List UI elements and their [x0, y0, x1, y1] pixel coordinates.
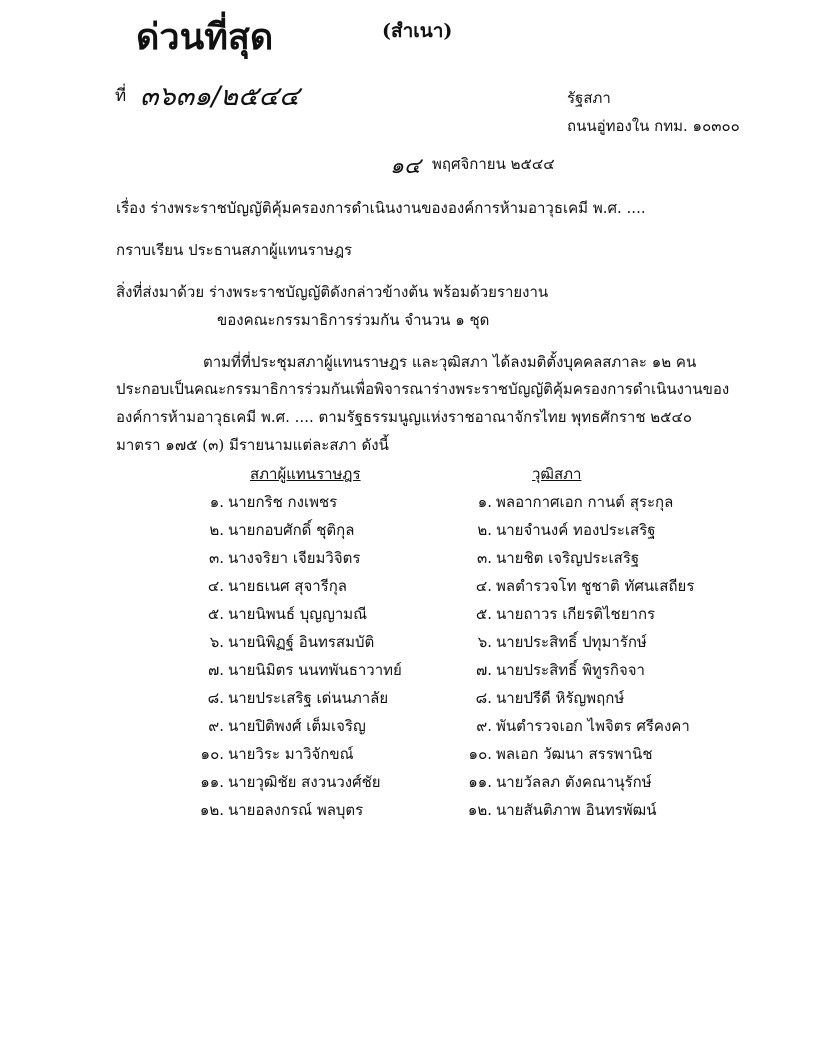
member-name: นายกริช กงเพชร [228, 493, 338, 511]
list-item [466, 658, 645, 682]
member-number: ๑๑. [200, 773, 224, 791]
member-number: ๖. [209, 633, 224, 651]
member-name: นายวุฒิชัย สงวนวงศ์ชัย [228, 773, 381, 791]
member-number: ๒. [209, 521, 224, 539]
date-day-handwritten: ๑๔ [390, 154, 421, 179]
list-item [198, 574, 347, 598]
list-item [198, 602, 367, 626]
list-item [466, 546, 639, 570]
member-name: นายนิพนธ์ บุญญามณี [228, 605, 368, 623]
subject-line: เรื่อง ร่างพระราชบัญญัติคุ้มครองการดำเนินงานขององค์การห้ามอาวุธเคมี พ.ศ. .... [116, 199, 646, 217]
member-name: นายนิพิฏฐ์ อินทรสมบัติ [228, 633, 375, 651]
member-name: นายสันติภาพ อินทรพัฒน์ [496, 801, 657, 819]
member-name: นายปรีดี หิรัญพฤกษ์ [496, 689, 625, 707]
list-item [466, 686, 624, 710]
member-number: ๖. [477, 633, 492, 651]
list-item [466, 798, 656, 822]
member-number: ๑. [477, 493, 492, 511]
body-line-1: ตามที่ที่ประชุมสภาผู้แทนราษฎร และวุฒิสภา ได้ลงมติตั้งบุคคลสภาละ ๑๒ คน [203, 353, 697, 371]
member-number: ๑๒. [467, 801, 492, 819]
body-line-4: มาตรา ๑๗๕ (๓) มีรายนามแต่ละสภา ดังนี้ [116, 436, 389, 454]
body-line-2: ประกอบเป็นคณะกรรมาธิการร่วมกันเพื่อพิจารณาร่างพระราชบัญญัติคุ้มครองการดำเนินงานของ [116, 380, 730, 398]
list-item [466, 574, 694, 598]
member-number: ๕. [475, 605, 492, 623]
member-name: นายประสิทธิ์ ปทุมารักษ์ [496, 633, 647, 651]
member-number: ๒. [477, 521, 492, 539]
member-name: นายจำนงค์ ทองประเสริฐ [496, 521, 656, 539]
enclosure-line-1: สิ่งที่ส่งมาด้วย ร่างพระราชบัญญัติดังกล่าวข้างต้น พร้อมด้วยรายงาน [116, 283, 549, 301]
house-column-heading: สภาผู้แทนราษฎร [250, 465, 361, 483]
member-number: ๑๒. [199, 801, 224, 819]
member-name: พันตำรวจเอก ไพจิตร ศรีคงคา [496, 717, 690, 735]
list-item [198, 490, 337, 514]
doc-number-label: ที่ [115, 86, 127, 106]
member-number: ๑. [209, 493, 224, 511]
member-number: ๙. [476, 717, 492, 735]
list-item [466, 602, 655, 626]
member-number: ๑๐. [468, 745, 492, 763]
member-name: นายปิติพงศ์ เต็มเจริญ [228, 717, 366, 735]
member-number: ๗. [207, 661, 224, 679]
member-number: ๑๑. [468, 773, 492, 791]
member-name: นายประเสริฐ เด่นนภาลัย [228, 689, 389, 707]
date-month-year: พฤศจิกายน ๒๕๔๔ [432, 155, 555, 173]
member-name: นายธเนศ สุจารีกุล [228, 577, 347, 595]
member-number: ๗. [475, 661, 492, 679]
member-name: นางจริยา เจียมวิจิตร [228, 549, 361, 567]
list-item [198, 630, 374, 654]
member-number: ๙. [208, 717, 224, 735]
member-name: นายกอบศักดิ์ ชุติกุล [228, 521, 355, 539]
list-item [198, 798, 363, 822]
member-name: นายถาวร เกียรติไชยากร [496, 605, 656, 623]
member-name: นายวัลลภ ตังคณานุรักษ์ [496, 773, 652, 791]
list-item [198, 714, 366, 738]
member-name: นายวิระ มาวิจักขณ์ [228, 745, 354, 763]
member-number: ๘. [475, 689, 492, 707]
member-number: ๕. [207, 605, 224, 623]
member-name: นายนิมิตร นนทพันธาวาทย์ [228, 661, 402, 679]
member-number: ๓. [476, 549, 492, 567]
member-number: ๔. [207, 577, 224, 595]
member-name: พลเอก วัฒนา สรรพานิช [496, 745, 653, 763]
list-item [466, 490, 673, 514]
enclosure-line-2: ของคณะกรรมาธิการร่วมกัน จำนวน ๑ ชุด [217, 311, 490, 329]
list-item [466, 770, 652, 794]
member-name: พลตำรวจโท ชูชาติ ทัศนเสถียร [496, 577, 695, 595]
list-item [198, 742, 354, 766]
member-name: นายประสิทธิ์ พิทูรกิจจา [496, 661, 645, 679]
senate-column-heading: วุฒิสภา [532, 465, 582, 483]
sender-org: รัฐสภา [567, 89, 611, 107]
greeting-line: กราบเรียน ประธานสภาผู้แทนราษฎร [116, 241, 353, 259]
member-name: นายชิต เจริญประเสริฐ [496, 549, 640, 567]
body-line-3: องค์การห้ามอาวุธเคมี พ.ศ. .... ตามรัฐธรรมนูญแห่งราชอาณาจักรไทย พุทธศักราช ๒๕๔๐ [116, 408, 693, 426]
copy-mark: (สำเนา) [382, 20, 453, 42]
doc-number-handwritten: ๓๖๓๑/๒๕๔๔ [140, 81, 300, 112]
list-item [198, 686, 388, 710]
urgent-stamp: ด่วนที่สุด [136, 16, 274, 58]
member-number: ๘. [207, 689, 224, 707]
list-item [198, 518, 354, 542]
member-number: ๔. [475, 577, 492, 595]
member-number: ๓. [208, 549, 224, 567]
list-item [466, 742, 653, 766]
member-name: พลอากาศเอก กานต์ สุระกุล [496, 493, 674, 511]
sender-address: ถนนอู่ทองใน กทม. ๑๐๓๐๐ [567, 117, 740, 135]
list-item [198, 658, 402, 682]
list-item [466, 518, 656, 542]
list-item [466, 630, 647, 654]
list-item [198, 546, 360, 570]
member-number: ๑๐. [200, 745, 224, 763]
list-item [466, 714, 690, 738]
member-name: นายอลงกรณ์ พลบุตร [228, 801, 364, 819]
list-item [198, 770, 381, 794]
